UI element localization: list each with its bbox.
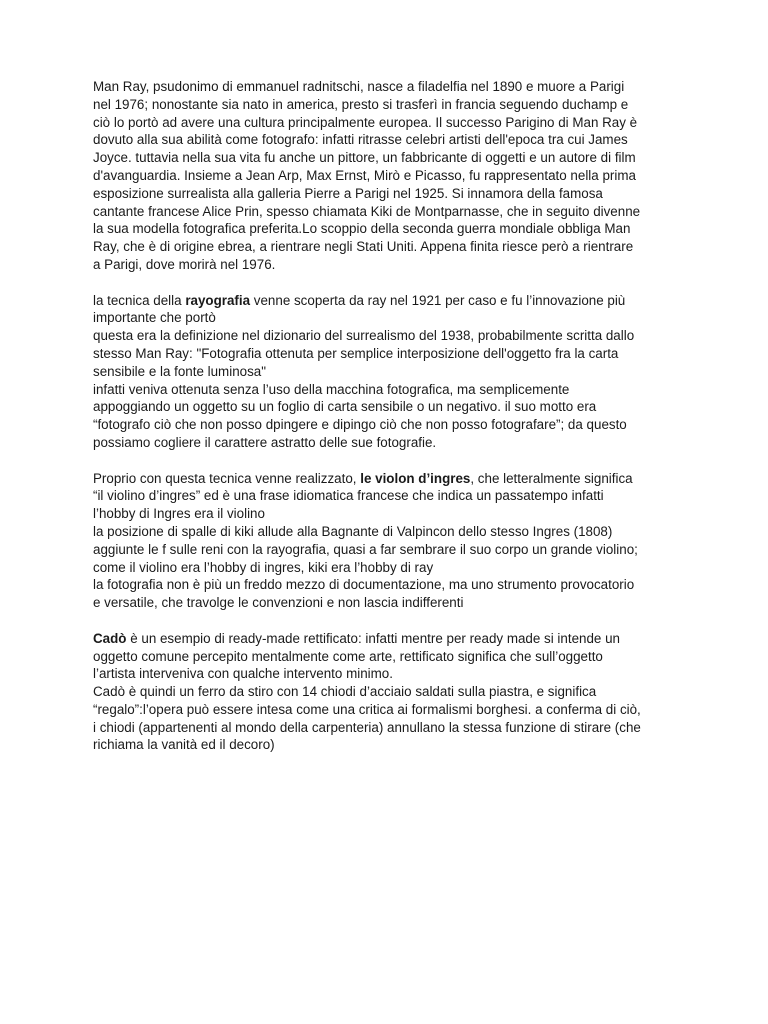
text-line (93, 78, 693, 96)
text-segment: esposizione surrealista alla galleria Pierre a Parigi nel 1925. Si innamora della famosa (93, 185, 603, 201)
text-line (93, 505, 693, 523)
bold-term: rayografia (185, 292, 251, 308)
text-segment: “fotografo ciò che non posso dpingere e dipingo ciò che non posso fotografare”; da questo (93, 417, 627, 433)
text-line (93, 167, 693, 185)
paragraph (93, 292, 693, 452)
text-segment: Cadò è quindi un ferro da stiro con 14 chiodi d’acciaio saldati sulla piastra, e significa (93, 684, 597, 700)
paragraph (93, 470, 693, 612)
document-body (93, 78, 693, 754)
text-line (93, 683, 693, 701)
text-line (93, 149, 693, 167)
text-segment: “regalo”:l’opera può essere intesa come una critica ai formalismi borghesi. a conferma di ciò, (93, 701, 641, 717)
text-line (93, 576, 693, 594)
text-line (93, 523, 693, 541)
text-segment: la tecnica della (93, 292, 186, 308)
document-page (93, 78, 693, 772)
text-line (93, 398, 693, 416)
text-line (93, 309, 693, 327)
text-line (93, 220, 693, 238)
text-segment: Proprio con questa tecnica venne realizzato, (93, 470, 361, 486)
text-segment: ciò lo portò ad avere una cultura principalmente europea. Il successo Parigino di Man Ray è (93, 114, 638, 130)
text-line (93, 327, 693, 345)
text-segment: possiamo cogliere il carattere astratto delle sue fotografie. (93, 434, 437, 450)
text-line (93, 131, 693, 149)
text-segment: stesso Man Ray: "Fotografia ottenuta per semplice interposizione dell'oggetto fra la carta (93, 345, 619, 361)
text-segment: cantante francese Alice Prin, spesso chiamata Kiki de Montparnasse, che in seguito divenne (93, 203, 641, 219)
text-line (93, 559, 693, 577)
bold-term: Cadò (93, 630, 127, 646)
text-segment: la posizione di spalle di kiki allude alla Bagnante di Valpincon dello stesso Ingres (1808) (93, 523, 613, 539)
text-segment: , che letteralmente significa (470, 470, 633, 486)
text-line (93, 256, 693, 274)
text-segment: sensibile e la fonte luminosa" (93, 363, 266, 379)
text-line (93, 345, 693, 363)
text-segment: la fotografia non è più un freddo mezzo di documentazione, ma uno strumento provocatorio (93, 577, 635, 593)
text-line (93, 736, 693, 754)
text-segment: “il violino d’ingres” ed è una frase idiomatica francese che indica un passatempo infatti (93, 488, 604, 504)
text-segment: questa era la definizione nel dizionario del surrealismo del 1938, probabilmente scritta dallo (93, 328, 635, 344)
text-line (93, 541, 693, 559)
text-line (93, 487, 693, 505)
text-segment: la sua modella fotografica preferita.Lo scoppio della seconda guerra mondiale obbliga Man (93, 221, 631, 237)
text-segment: richiama la vanità ed il decoro) (93, 737, 275, 753)
paragraph (93, 630, 693, 755)
text-line (93, 470, 693, 488)
text-line (93, 185, 693, 203)
text-segment: a Parigi, dove morirà nel 1976. (93, 256, 276, 272)
text-segment: appoggiando un oggetto su un foglio di carta sensibile o un negativo. il suo motto era (93, 399, 597, 415)
text-segment: l’hobby di Ingres era il violino (93, 506, 265, 522)
paragraph (93, 78, 693, 274)
text-segment: aggiunte le f sulle reni con la rayografia, quasi a far sembrare il suo corpo un grande violino; (93, 541, 638, 557)
text-segment: come il violino era l’hobby di ingres, kiki era l’hobby di ray (93, 559, 434, 575)
text-line (93, 114, 693, 132)
text-line (93, 665, 693, 683)
text-line (93, 238, 693, 256)
text-line (93, 416, 693, 434)
text-segment: i chiodi (appartenenti al mondo della carpenteria) annullano la stessa funzione di stirare (che (93, 719, 641, 735)
text-line (93, 434, 693, 452)
text-segment: Joyce. tuttavia nella sua vita fu anche un pittore, un fabbricante di oggetti e un autore di film (93, 150, 636, 166)
text-line (93, 292, 693, 310)
text-segment: è un esempio di ready-made rettificato: infatti mentre per ready made si intende un (126, 630, 620, 646)
text-segment: oggetto comune percepito mentalmente come arte, rettificato significa che sull’oggetto (93, 648, 603, 664)
text-line (93, 719, 693, 737)
text-line (93, 594, 693, 612)
text-line (93, 648, 693, 666)
text-segment: e versatile, che travolge le convenzioni e non lascia indifferenti (93, 595, 464, 611)
text-line (93, 630, 693, 648)
text-line (93, 701, 693, 719)
text-segment: venne scoperta da ray nel 1921 per caso e fu l’innovazione più (250, 292, 626, 308)
bold-term: le violon d’ingres (360, 470, 471, 486)
text-segment: importante che portò (93, 310, 216, 326)
text-line (93, 96, 693, 114)
text-segment: Ray, che è di origine ebrea, a rientrare negli Stati Uniti. Appena finita riesce però a rientrare (93, 239, 634, 255)
text-segment: dovuto alla sua abilità come fotografo: infatti ritrasse celebri artisti dell'epoca tra cui James (93, 132, 628, 148)
text-segment: d'avanguardia. Insieme a Jean Arp, Max Ernst, Mirò e Picasso, fu rappresentato nella prima (93, 167, 636, 183)
text-line (93, 203, 693, 221)
text-line (93, 363, 693, 381)
text-segment: infatti veniva ottenuta senza l’uso della macchina fotografica, ma semplicemente (93, 381, 570, 397)
text-segment: l’artista interveniva con qualche intervento minimo. (93, 666, 393, 682)
text-line (93, 381, 693, 399)
text-segment: nel 1976; nonostante sia nato in america, presto si trasferì in francia seguendo duchamp e (93, 96, 629, 112)
text-segment: Man Ray, psudonimo di emmanuel radnitschi, nasce a filadelfia nel 1890 e muore a Parigi (93, 79, 625, 94)
